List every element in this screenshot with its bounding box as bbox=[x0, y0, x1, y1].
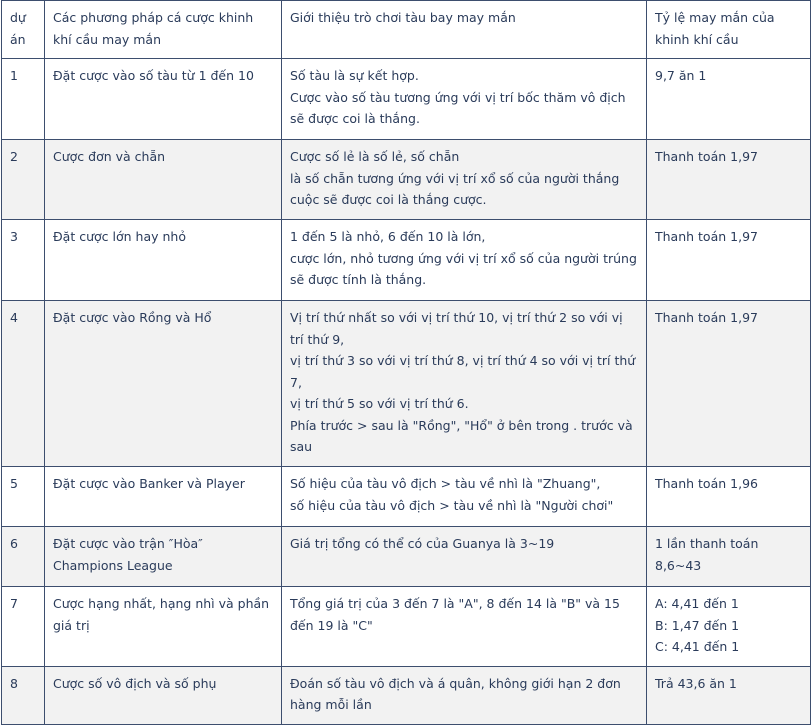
row-odds-line: Thanh toán 1,97 bbox=[655, 149, 758, 164]
row-method-line: Cược đơn và chẵn bbox=[53, 149, 166, 164]
table-header-row bbox=[2, 1, 811, 59]
row-odds bbox=[647, 301, 811, 467]
header-intro: Giới thiệu trò chơi tàu bay may mắn bbox=[282, 1, 647, 59]
row-number: 6 bbox=[2, 527, 45, 587]
row-number: 2 bbox=[2, 140, 45, 220]
header-no: dự án bbox=[2, 1, 45, 59]
row-number: 1 bbox=[2, 59, 45, 140]
table-row bbox=[2, 666, 811, 724]
row-method-line: Đặt cược vào trận ″Hòa″ Champions League bbox=[53, 536, 203, 573]
row-odds-line: Thanh toán 1,97 bbox=[655, 229, 758, 244]
row-method bbox=[45, 467, 282, 527]
row-method-line: Đặt cược vào số tàu từ 1 đến 10 bbox=[53, 68, 254, 83]
row-method-line: Cược số vô địch và số phụ bbox=[53, 675, 217, 691]
row-method bbox=[45, 527, 282, 587]
row-intro-line: Vị trí thứ nhất so với vị trí thứ 10, vị trí thứ 2 so với vị trí thứ 9, bbox=[290, 310, 623, 347]
table-row bbox=[2, 527, 811, 587]
row-intro bbox=[282, 301, 647, 467]
table-row bbox=[2, 140, 811, 220]
row-odds bbox=[647, 140, 811, 220]
row-number: 8 bbox=[2, 666, 45, 724]
row-odds bbox=[647, 220, 811, 301]
row-intro bbox=[282, 140, 647, 220]
row-intro-line: Số hiệu của tàu vô địch > tàu về nhì là "Zhuang", bbox=[290, 476, 601, 491]
row-odds-line: Thanh toán 1,96 bbox=[655, 476, 758, 491]
table-row bbox=[2, 467, 811, 527]
row-intro bbox=[282, 467, 647, 527]
row-intro bbox=[282, 59, 647, 140]
row-intro-line: Giá trị tổng có thể có của Guanya là 3~19 bbox=[290, 536, 555, 551]
row-method-line: Cược hạng nhất, hạng nhì và phần giá trị bbox=[53, 596, 270, 633]
header-method: Các phương pháp cá cược khinh khí cầu may mắn bbox=[45, 1, 282, 59]
row-odds bbox=[647, 527, 811, 587]
row-odds-line: A: 4,41 đến 1 bbox=[655, 596, 739, 611]
table-body bbox=[2, 1, 811, 725]
row-odds-line: Trả 43,6 ăn 1 bbox=[655, 675, 737, 691]
row-number: 5 bbox=[2, 467, 45, 527]
row-number: 7 bbox=[2, 587, 45, 667]
table-row bbox=[2, 220, 811, 301]
row-odds-line: 1 lần thanh toán 8,6~43 bbox=[655, 536, 759, 573]
row-method-line: Đặt cược vào Rồng và Hổ bbox=[53, 310, 212, 325]
row-intro-line: Số tàu là sự kết hợp. bbox=[290, 68, 419, 83]
row-intro-line: Cược số lẻ là số lẻ, số chẵn bbox=[290, 149, 460, 164]
row-odds bbox=[647, 467, 811, 527]
table-row bbox=[2, 301, 811, 467]
row-method-line: Đặt cược vào Banker và Player bbox=[53, 476, 245, 491]
row-intro-line: 1 đến 5 là nhỏ, 6 đến 10 là lớn, bbox=[290, 229, 486, 244]
row-intro bbox=[282, 587, 647, 667]
row-method bbox=[45, 140, 282, 220]
row-intro-line: vị trí thứ 5 so với vị trí thứ 6. bbox=[290, 396, 469, 411]
row-odds-line: 9,7 ăn 1 bbox=[655, 68, 707, 83]
row-method bbox=[45, 587, 282, 667]
row-intro bbox=[282, 527, 647, 587]
row-intro-line: cược lớn, nhỏ tương ứng với vị trí xổ số của người trúng sẽ được tính là thắng. bbox=[290, 250, 637, 287]
row-intro-line: là số chẵn tương ứng với vị trí xổ số của người thắng cuộc sẽ được coi là thắng cược. bbox=[290, 170, 620, 207]
table-row bbox=[2, 59, 811, 140]
row-odds bbox=[647, 666, 811, 724]
row-odds bbox=[647, 59, 811, 140]
row-intro-line: Cược vào số tàu tương ứng với vị trí bốc thăm vô địch sẽ được coi là thắng. bbox=[290, 89, 626, 126]
row-intro bbox=[282, 666, 647, 724]
row-method bbox=[45, 220, 282, 301]
row-intro bbox=[282, 220, 647, 301]
row-intro-line: Phía trước > sau là "Rồng", "Hổ" ở bên trong . trước và sau bbox=[290, 417, 633, 454]
row-odds-line: Thanh toán 1,97 bbox=[655, 310, 758, 325]
row-number: 4 bbox=[2, 301, 45, 467]
row-intro-line: Tổng giá trị của 3 đến 7 là "A", 8 đến 14 là "B" và 15 đến 19 là "C" bbox=[290, 596, 620, 633]
row-odds-line: B: 1,47 đến 1 bbox=[655, 617, 740, 633]
betting-methods-table bbox=[1, 0, 811, 725]
row-method bbox=[45, 301, 282, 467]
row-intro-line: Đoán số tàu vô địch và á quân, không giới hạn 2 đơn hàng mỗi lần bbox=[290, 675, 621, 712]
row-odds-line: C: 4,41 đến 1 bbox=[655, 639, 740, 654]
row-intro-line: số hiệu của tàu vô địch > tàu về nhì là "Người chơi" bbox=[290, 497, 614, 513]
header-odds: Tỷ lệ may mắn của khinh khí cầu bbox=[647, 1, 811, 59]
row-method bbox=[45, 666, 282, 724]
row-odds bbox=[647, 587, 811, 667]
table-row bbox=[2, 587, 811, 667]
row-intro-line: vị trí thứ 3 so với vị trí thứ 8, vị trí thứ 4 so với vị trí thứ 7, bbox=[290, 353, 636, 390]
row-method bbox=[45, 59, 282, 140]
row-number: 3 bbox=[2, 220, 45, 301]
row-method-line: Đặt cược lớn hay nhỏ bbox=[53, 229, 186, 244]
